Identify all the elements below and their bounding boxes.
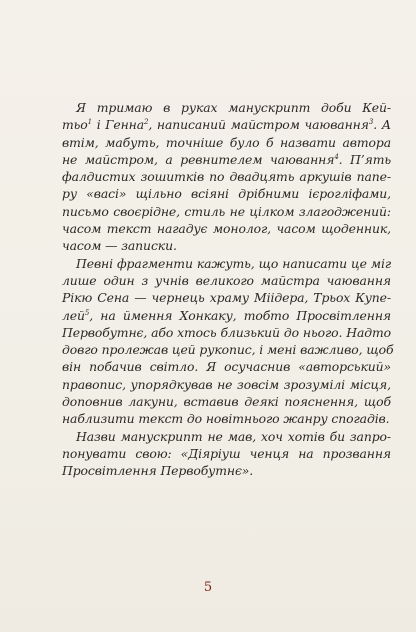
text-line: ру «васі» щільно всіяні дрібними ієрогліфами, <box>62 186 391 202</box>
text-line: тьо$^1$ і Генна$^2$, написаний майстром чаювання$^3$. А <box>62 117 391 133</box>
page-number: 5 <box>203 580 213 595</box>
text-line: фалдистих зошитків по двадцять аркушів папе- <box>62 169 391 185</box>
body-text <box>62 99 394 480</box>
text-line: Рікю Сена — чернець храму Міідера, Трьох Купе- <box>62 290 391 306</box>
text-line: втім, мабуть, точніше було б назвати автора <box>62 134 391 150</box>
footnote-ref[interactable]: 1 <box>87 118 93 127</box>
footnote-ref[interactable]: 4 <box>334 152 339 161</box>
text-line: не майстром, а ревнителем чаювання$^4$. П’ять <box>62 151 391 167</box>
text-line: Первобутнє, або хтось близький до нього. Надто <box>62 324 391 340</box>
footnote-ref[interactable]: 3 <box>368 118 374 127</box>
text-line: лей$^5$, на ймення Хонкаку, тобто Просвітлення <box>62 307 391 323</box>
text-line: Просвітлення Первобутнє». <box>62 463 254 479</box>
text-line: часом — записки. <box>62 238 177 254</box>
paragraph-1 <box>62 99 391 255</box>
footnote-ref[interactable]: 5 <box>84 308 90 317</box>
text-line: Певні фрагменти кажуть, що написати це міг <box>76 255 391 271</box>
footnote-ref[interactable]: 2 <box>144 118 149 127</box>
text-line: довго пролежав цей рукопис, і мені важливо, щоб <box>62 342 394 358</box>
text-line: він побачив світло. Я осучаснив «авторський» <box>62 359 391 375</box>
text-line: доповнив лакуни, вставив деякі пояснення, щоб <box>62 394 391 410</box>
text-line: письмо своєрідне, стиль не цілком злагоджений: <box>62 203 391 219</box>
text-line: лише один з учнів великого майстра чаювання <box>62 272 391 288</box>
text-line: наблизити текст до новітнього жанру спогадів. <box>62 411 390 427</box>
paragraph-2 <box>62 255 394 428</box>
text-line: Назви манускрипт не мав, хоч хотів би запро- <box>76 428 391 444</box>
paragraph-3 <box>62 428 391 480</box>
text-line: понувати свою: «Діяріуш ченця на прозвання <box>62 445 391 461</box>
text-line: часом текст нагадує монолог, часом щоденник, <box>62 221 391 237</box>
text-line: Я тримаю в руках манускрипт доби Кей- <box>76 100 391 115</box>
text-line: правопис, упорядкував не зовсім зрозумілі місця, <box>62 376 391 392</box>
